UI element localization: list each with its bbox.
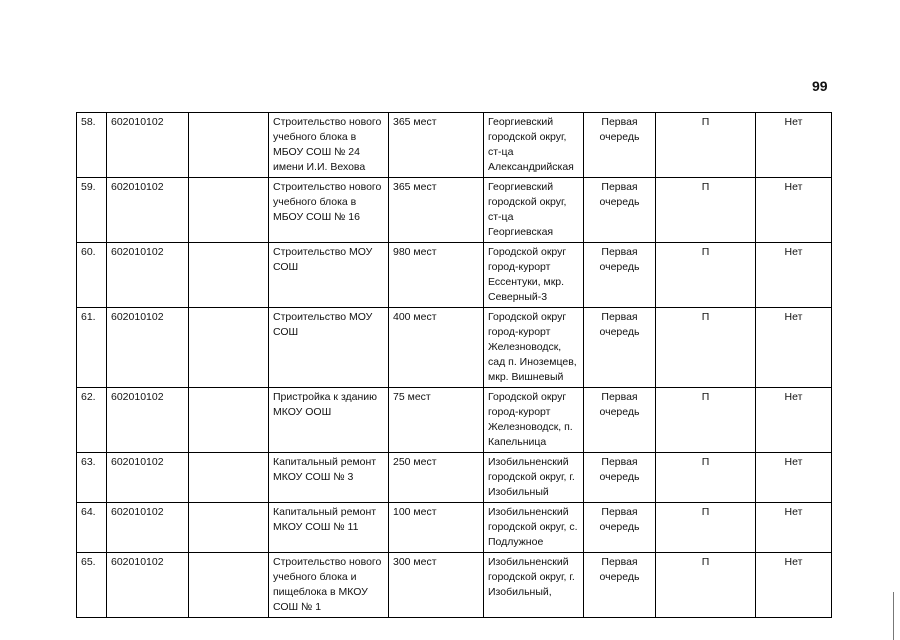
row-queue: Первая очередь: [584, 453, 656, 503]
row-type: П: [656, 453, 756, 503]
row-location: Городской округ город-курорт Железноводск, сад п. Иноземцев, мкр. Вишневый: [484, 308, 584, 388]
blank-cell: [189, 553, 269, 618]
row-flag: Нет: [756, 308, 832, 388]
row-number: 61.: [77, 308, 107, 388]
row-capacity: 75 мест: [389, 388, 484, 453]
row-code: 602010102: [107, 178, 189, 243]
registry-table: [76, 112, 832, 618]
blank-cell: [189, 503, 269, 553]
table-row: [77, 308, 832, 388]
row-object: Капитальный ремонт МКОУ СОШ № 3: [269, 453, 389, 503]
row-queue: Первая очередь: [584, 243, 656, 308]
row-number: 64.: [77, 503, 107, 553]
table-row: [77, 453, 832, 503]
table-row: [77, 178, 832, 243]
blank-cell: [189, 453, 269, 503]
row-capacity: 365 мест: [389, 178, 484, 243]
row-number: 60.: [77, 243, 107, 308]
row-number: 59.: [77, 178, 107, 243]
blank-cell: [189, 113, 269, 178]
row-number: 65.: [77, 553, 107, 618]
row-capacity: 400 мест: [389, 308, 484, 388]
row-type: П: [656, 503, 756, 553]
row-queue: Первая очередь: [584, 553, 656, 618]
row-object: Капитальный ремонт МКОУ СОШ № 11: [269, 503, 389, 553]
row-flag: Нет: [756, 113, 832, 178]
row-flag: Нет: [756, 453, 832, 503]
row-object: Строительство нового учебного блока в МБОУ СОШ № 24 имени И.И. Вехова: [269, 113, 389, 178]
row-location: Городской округ город-курорт Ессентуки, мкр. Северный-3: [484, 243, 584, 308]
row-code: 602010102: [107, 113, 189, 178]
row-number: 58.: [77, 113, 107, 178]
row-code: 602010102: [107, 453, 189, 503]
row-object: Строительство нового учебного блока и пищеблока в МКОУ СОШ № 1: [269, 553, 389, 618]
blank-cell: [189, 178, 269, 243]
row-code: 602010102: [107, 388, 189, 453]
table-row: [77, 243, 832, 308]
table-row: [77, 553, 832, 618]
row-queue: Первая очередь: [584, 113, 656, 178]
row-flag: Нет: [756, 388, 832, 453]
blank-cell: [189, 308, 269, 388]
row-location: Георгиевский городской округ, ст-ца Александрийская: [484, 113, 584, 178]
row-queue: Первая очередь: [584, 178, 656, 243]
row-capacity: 300 мест: [389, 553, 484, 618]
table-row: [77, 388, 832, 453]
row-flag: Нет: [756, 243, 832, 308]
row-code: 602010102: [107, 308, 189, 388]
row-type: П: [656, 113, 756, 178]
row-code: 602010102: [107, 243, 189, 308]
table-row: [77, 503, 832, 553]
row-object: Строительство МОУ СОШ: [269, 308, 389, 388]
row-queue: Первая очередь: [584, 503, 656, 553]
row-flag: Нет: [756, 178, 832, 243]
row-code: 602010102: [107, 503, 189, 553]
blank-cell: [189, 243, 269, 308]
row-flag: Нет: [756, 553, 832, 618]
table-row: [77, 113, 832, 178]
row-location: Георгиевский городской округ, ст-ца Георгиевская: [484, 178, 584, 243]
row-queue: Первая очередь: [584, 308, 656, 388]
page-edge-line: [893, 592, 894, 640]
row-queue: Первая очередь: [584, 388, 656, 453]
row-type: П: [656, 243, 756, 308]
row-capacity: 250 мест: [389, 453, 484, 503]
row-object: Строительство МОУ СОШ: [269, 243, 389, 308]
row-type: П: [656, 388, 756, 453]
row-location: Изобильненский городской округ, с. Подлужное: [484, 503, 584, 553]
row-capacity: 365 мест: [389, 113, 484, 178]
row-object: Строительство нового учебного блока в МБОУ СОШ № 16: [269, 178, 389, 243]
row-location: Изобильненский городской округ, г. Изобильный: [484, 453, 584, 503]
row-type: П: [656, 308, 756, 388]
row-code: 602010102: [107, 553, 189, 618]
blank-cell: [189, 388, 269, 453]
row-type: П: [656, 178, 756, 243]
row-number: 63.: [77, 453, 107, 503]
row-flag: Нет: [756, 503, 832, 553]
row-number: 62.: [77, 388, 107, 453]
row-location: Изобильненский городской округ, г. Изобильный,: [484, 553, 584, 618]
row-type: П: [656, 553, 756, 618]
row-location: Городской округ город-курорт Железноводск, п. Капельница: [484, 388, 584, 453]
row-object: Пристройка к зданию МКОУ ООШ: [269, 388, 389, 453]
page-number: 99: [812, 78, 828, 94]
row-capacity: 100 мест: [389, 503, 484, 553]
row-capacity: 980 мест: [389, 243, 484, 308]
